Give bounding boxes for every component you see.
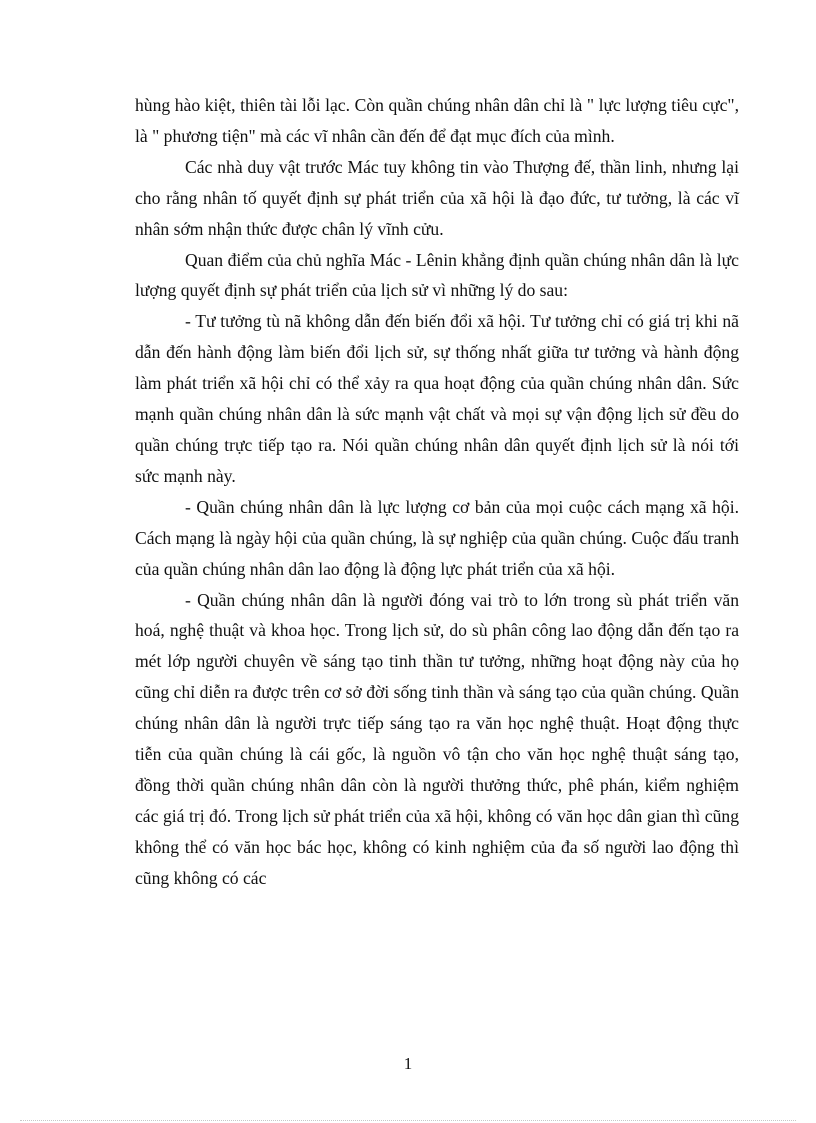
page-bottom-divider (20, 1120, 796, 1121)
paragraph-continued: hùng hào kiệt, thiên tài lỗi lạc. Còn quần chúng nhân dân chỉ là " lực lượng tiêu cực", là " phương tiện" mà các vĩ nhân cần đến để đạt mục đích của mình. (135, 95, 739, 146)
body-text (135, 90, 739, 894)
paragraph-materialists: Các nhà duy vật trước Mác tuy không tin vào Thượng đế, thần linh, nhưng lại cho rằng nhân tố quyết định sự phát triển của xã hội là đạo đức, tư tưởng, là các vĩ nhân sớm nhận thức được chân lý vĩnh cửu. (135, 156, 739, 239)
paragraph-reason-ideas: - Tư tưởng tù nã không dẫn đến biến đổi xã hội. Tư tưởng chỉ có giá trị khi nã dẫn đến hành động làm biến đổi lịch sử, sự thống nhất giữa tư tưởng và hành động làm phát triển xã hội chỉ có thể xảy ra qua hoạt động của quần chúng nhân dân. Sức mạnh quần chúng nhân dân là sức mạnh vật chất và mọi sự vận động lịch sử đều do quần chúng trực tiếp tạo ra. Nói quần chúng nhân dân quyết định lịch sử là nói tới sức mạnh này. (135, 311, 739, 486)
paragraph-reason-revolution: - Quần chúng nhân dân là lực lượng cơ bản của mọi cuộc cách mạng xã hội. Cách mạng là ngày hội của quần chúng, là sự nghiệp của quần chúng. Cuộc đấu tranh của quần chúng nhân dân lao động là động lực phát triển của xã hội. (135, 496, 739, 579)
paragraph-reason-culture: - Quần chúng nhân dân là người đóng vai trò to lớn trong sù phát triển văn hoá, nghệ thuật và khoa học. Trong lịch sử, do sù phân công lao động dẫn đến tạo ra mét lớp người chuyên về sáng tạo tinh thần tư tưởng, những hoạt động này của họ cũng chỉ diễn ra được trên cơ sở đời sống tinh thần và sáng tạo của quần chúng. Quần chúng nhân dân là người trực tiếp sáng tạo ra văn học nghệ thuật. Hoạt động thực tiễn của quần chúng là cái gốc, là nguồn vô tận cho văn học nghệ thuật sáng tạo, đồng thời quần chúng nhân dân còn là người thưởng thức, phê phán, kiểm nghiệm các giá trị đó. Trong lịch sử phát triển của xã hội, không có văn học dân gian thì cũng không thể có văn học bác học, không có kinh nghiệm của đa số người lao động thì cũng không có các (135, 589, 739, 888)
paragraph-marxist-view: Quan điểm của chủ nghĩa Mác - Lênin khẳng định quần chúng nhân dân là lực lượng quyết định sự phát triển của lịch sử vì những lý do sau: (135, 249, 739, 301)
page-number: 1 (403, 1054, 413, 1073)
